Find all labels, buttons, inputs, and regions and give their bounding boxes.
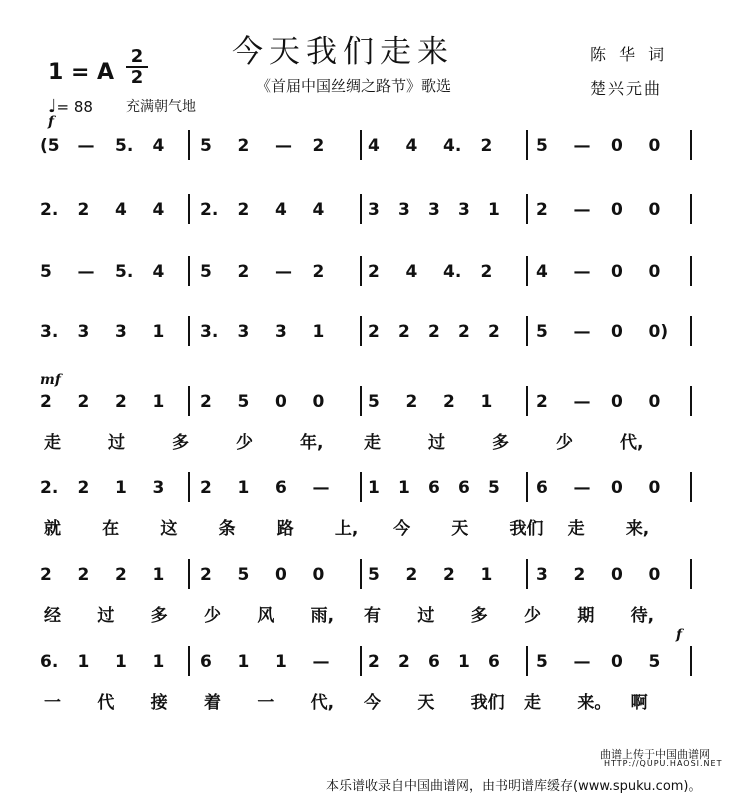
bar-line — [690, 559, 692, 589]
bar-line — [188, 559, 190, 589]
score-note: — — [312, 478, 330, 498]
score-note: 1 — [312, 322, 325, 342]
score-note: 1 — [237, 478, 250, 498]
score-note: 0 — [611, 322, 623, 342]
score-note: 2 — [40, 565, 52, 585]
score-note: 3 — [536, 565, 548, 585]
score-note: 0 — [648, 478, 661, 498]
score-note: 0 — [611, 478, 623, 498]
bar-line — [690, 256, 692, 286]
score-note: 2. — [40, 200, 59, 220]
lyric-word: 过 — [417, 606, 435, 626]
score-note: 2 — [443, 565, 455, 585]
score-note: — — [573, 136, 591, 156]
score-note: 1 — [152, 652, 165, 672]
score-note: 4 — [312, 200, 325, 220]
lyric-word: 上, — [334, 519, 359, 539]
score-note: 0 — [648, 200, 661, 220]
song-title: 今天我们走来 — [232, 34, 454, 70]
bar-line — [526, 559, 528, 589]
bar-line — [690, 646, 692, 676]
score-note: 2 — [115, 565, 127, 585]
lyric-word: 少 — [524, 606, 541, 626]
bar-line — [526, 472, 528, 502]
score-note: 3 — [458, 200, 470, 220]
score-note: 0) — [648, 322, 669, 342]
score-note: 5. — [115, 262, 134, 282]
bar-line — [188, 646, 190, 676]
score-note: 2 — [77, 565, 90, 585]
score-note: 4 — [115, 200, 127, 220]
score-note: 3. — [40, 322, 59, 342]
lyric-word: 我们 — [470, 693, 505, 713]
score-note: — — [573, 392, 591, 412]
lyric-word: 来, — [625, 519, 650, 539]
score-note: 2 — [77, 200, 90, 220]
score-note: 2 — [77, 478, 90, 498]
bar-line — [360, 472, 362, 502]
score-note: 4. — [443, 136, 462, 156]
lyric-word: 期 — [577, 606, 595, 626]
score-note: 2 — [405, 565, 418, 585]
score-note: 5 — [536, 322, 548, 342]
score-note: — — [573, 478, 591, 498]
lyric-word: 走 — [567, 519, 585, 539]
score-note: 3 — [428, 200, 440, 220]
song-subtitle: 《首届中国丝绸之路节》歌选 — [256, 77, 452, 95]
score-note: 2 — [200, 478, 212, 498]
score-note: 2 — [368, 322, 380, 342]
lyric-word: 来。 — [577, 693, 612, 713]
score-note: 4 — [152, 136, 165, 156]
lyric-word: 我们 — [509, 519, 544, 539]
score-note: 1 — [115, 652, 127, 672]
lyric-word: 多 — [492, 433, 509, 453]
score-note: 2 — [480, 136, 493, 156]
score-note: 2. — [200, 200, 219, 220]
score-note: 2 — [458, 322, 470, 342]
score-note: 0 — [611, 652, 623, 672]
score-note: 4 — [368, 136, 380, 156]
score-note: — — [312, 652, 330, 672]
bar-line — [360, 194, 362, 224]
score-note: 2 — [40, 392, 52, 412]
score-note: 2 — [443, 392, 455, 412]
lyric-word: 接 — [150, 693, 168, 713]
bar-line — [188, 472, 190, 502]
score-note: 6 — [200, 652, 212, 672]
bar-line — [690, 316, 692, 346]
lyric-word: 路 — [276, 519, 294, 539]
score-note: 3 — [368, 200, 380, 220]
lyric-word: 年, — [300, 433, 324, 453]
score-note: 5 — [237, 392, 250, 412]
score-note: 5 — [200, 262, 212, 282]
bar-line — [360, 316, 362, 346]
score-note: 2. — [40, 478, 59, 498]
score-note: 5 — [237, 565, 250, 585]
score-note: — — [573, 322, 591, 342]
bar-line — [526, 256, 528, 286]
score-note: — — [77, 136, 95, 156]
score-note: 0 — [312, 392, 325, 412]
lyric-word: 雨, — [310, 606, 335, 626]
score-note: 2 — [488, 322, 500, 342]
score-note: 2 — [200, 565, 212, 585]
score-note: 2 — [77, 392, 90, 412]
score-note: 1 — [480, 392, 493, 412]
score-note: 3 — [152, 478, 165, 498]
score-note: 2 — [237, 136, 250, 156]
footer-notice: 本乐谱收录自中国曲谱网，由书明谱库缓存(www.spuku.com)。 — [326, 779, 702, 794]
score-note: (5 — [40, 136, 60, 156]
lyric-word: 走 — [364, 433, 381, 453]
score-note: 0 — [648, 136, 661, 156]
score-note: 2 — [398, 322, 410, 342]
bar-line — [690, 386, 692, 416]
score-note: 2 — [115, 392, 127, 412]
lyric-word: 在 — [102, 519, 120, 539]
score-note: 1 — [152, 565, 165, 585]
bar-line — [188, 386, 190, 416]
score-note: 5 — [40, 262, 52, 282]
lyric-word: 经 — [44, 606, 61, 626]
score-note: 5 — [488, 478, 500, 498]
score-note: 6 — [488, 652, 500, 672]
score-note: 0 — [611, 136, 623, 156]
score-note: 0 — [611, 262, 623, 282]
score-note: 3 — [398, 200, 410, 220]
lyric-word: 走 — [44, 433, 61, 453]
quarter-note-icon: ♩ — [48, 96, 57, 117]
score-note: 6 — [275, 478, 287, 498]
score-note: 2 — [312, 262, 325, 282]
lyric-word: 代 — [97, 693, 115, 713]
score-note: 0 — [648, 565, 661, 585]
bar-line — [526, 194, 528, 224]
lyric-word: 代, — [310, 693, 335, 713]
score-note: 3 — [275, 322, 287, 342]
lyric-word: 天 — [451, 519, 469, 539]
bar-line — [188, 130, 190, 160]
score-note: 1 — [237, 652, 250, 672]
score-note: 6 — [536, 478, 548, 498]
score-note: 1 — [398, 478, 410, 498]
lyric-word: 条 — [218, 519, 236, 539]
score-note: — — [275, 262, 292, 282]
score-note: 2 — [428, 322, 440, 342]
score-note: 1 — [77, 652, 90, 672]
tempo-marking — [48, 96, 93, 117]
bar-line — [360, 559, 362, 589]
score-note: 1 — [115, 478, 127, 498]
lyric-word: 着 — [204, 693, 221, 713]
score-note: 4 — [536, 262, 548, 282]
lyric-word: 多 — [150, 606, 168, 626]
score-note: 5 — [200, 136, 212, 156]
bar-line — [690, 130, 692, 160]
bar-line — [360, 256, 362, 286]
lyric-word: 一 — [44, 693, 61, 713]
tempo-label: 充满朝气地 — [126, 99, 196, 115]
lyric-word: 风 — [257, 606, 275, 626]
score-note: 6. — [40, 652, 59, 672]
score-note: 1 — [368, 478, 380, 498]
score-note: 5. — [115, 136, 134, 156]
score-note: 2 — [368, 262, 380, 282]
score-note: 3. — [200, 322, 219, 342]
score-note: 5 — [368, 392, 380, 412]
score-note: 2 — [237, 262, 250, 282]
score-note: 1 — [488, 200, 500, 220]
lyric-word: 待, — [630, 606, 655, 626]
lyric-word: 少 — [204, 606, 221, 626]
score-note: 2 — [368, 652, 380, 672]
score-note: 0 — [648, 392, 661, 412]
score-note: 4 — [405, 262, 418, 282]
composer-credit: 楚兴元曲 — [590, 79, 663, 98]
lyric-word: 就 — [44, 519, 61, 539]
lyric-word: 少 — [556, 433, 573, 453]
bar-line — [690, 472, 692, 502]
meter-bottom: 2 — [130, 67, 144, 88]
score-note: 2 — [480, 262, 493, 282]
bar-line — [188, 316, 190, 346]
score-note: 6 — [428, 478, 440, 498]
score-note: 4 — [152, 200, 165, 220]
score-note: 1 — [458, 652, 470, 672]
score-note: 2 — [573, 565, 586, 585]
score-note: 5 — [536, 652, 548, 672]
score-note: 4 — [405, 136, 418, 156]
dynamic-intro: f — [48, 114, 55, 130]
score-note: 5 — [368, 565, 380, 585]
watermark-text: 曲谱上传于中国曲谱网 — [600, 748, 710, 761]
lyric-word: 天 — [417, 693, 435, 713]
score-note: 0 — [312, 565, 325, 585]
watermark-url: HTTP://QUPU.HAOSI.NET — [604, 759, 723, 768]
bar-line — [188, 194, 190, 224]
score-note: 2 — [536, 392, 548, 412]
bar-line — [188, 256, 190, 286]
bar-line — [526, 386, 528, 416]
lyric-word: 有 — [364, 606, 381, 626]
score-note: 1 — [275, 652, 287, 672]
score-note: 4 — [275, 200, 287, 220]
dynamic-end: f — [676, 627, 683, 643]
score-note: 0 — [611, 392, 623, 412]
lyric-word: 少 — [236, 433, 253, 453]
score-note: 2 — [312, 136, 325, 156]
score-note: 0 — [275, 565, 287, 585]
dynamic-verse: mf — [40, 372, 61, 388]
bar-line — [360, 386, 362, 416]
meter-top: 2 — [130, 46, 144, 67]
lyric-word: 今 — [364, 693, 381, 713]
tempo-value: = 88 — [56, 98, 93, 116]
score-note: 4. — [443, 262, 462, 282]
score-note: 1 — [152, 392, 165, 412]
lyric-word: 啊 — [630, 693, 648, 713]
score-note: 5 — [648, 652, 661, 672]
score-note: 3 — [237, 322, 250, 342]
bar-line — [360, 646, 362, 676]
lyric-word: 多 — [172, 433, 189, 453]
score-note: — — [573, 262, 591, 282]
lyric-word: 过 — [428, 433, 445, 453]
key-signature: 1 = A — [48, 60, 115, 85]
score-note: 0 — [275, 392, 287, 412]
lyricist-credit: 陈 华 词 — [590, 45, 669, 64]
score-note: 0 — [611, 200, 623, 220]
bar-line — [526, 130, 528, 160]
score-note: 1 — [152, 322, 165, 342]
score-note: 4 — [152, 262, 165, 282]
score-note: — — [573, 200, 591, 220]
bar-line — [526, 316, 528, 346]
score-note: 2 — [398, 652, 410, 672]
score-note: 1 — [480, 565, 493, 585]
score-note: 3 — [77, 322, 90, 342]
score-note: 2 — [200, 392, 212, 412]
lyric-word: 多 — [470, 606, 488, 626]
score-note: 0 — [648, 262, 661, 282]
lyric-word: 走 — [524, 693, 541, 713]
score-note: 6 — [428, 652, 440, 672]
lyric-word: 一 — [257, 693, 275, 713]
bar-line — [690, 194, 692, 224]
time-signature — [126, 48, 148, 86]
score-note: 2 — [536, 200, 548, 220]
bar-line — [526, 646, 528, 676]
score-note: 5 — [536, 136, 548, 156]
lyric-word: 这 — [160, 519, 178, 539]
score-note: 2 — [405, 392, 418, 412]
score-note: 2 — [237, 200, 250, 220]
score-note: 3 — [115, 322, 127, 342]
lyric-word: 过 — [108, 433, 125, 453]
score-note: 6 — [458, 478, 470, 498]
lyric-word: 今 — [393, 519, 411, 539]
score-note: — — [77, 262, 95, 282]
lyric-word: 代, — [620, 433, 644, 453]
score-note: — — [573, 652, 591, 672]
score-note: 0 — [611, 565, 623, 585]
lyric-word: 过 — [97, 606, 115, 626]
bar-line — [360, 130, 362, 160]
score-note: — — [275, 136, 292, 156]
